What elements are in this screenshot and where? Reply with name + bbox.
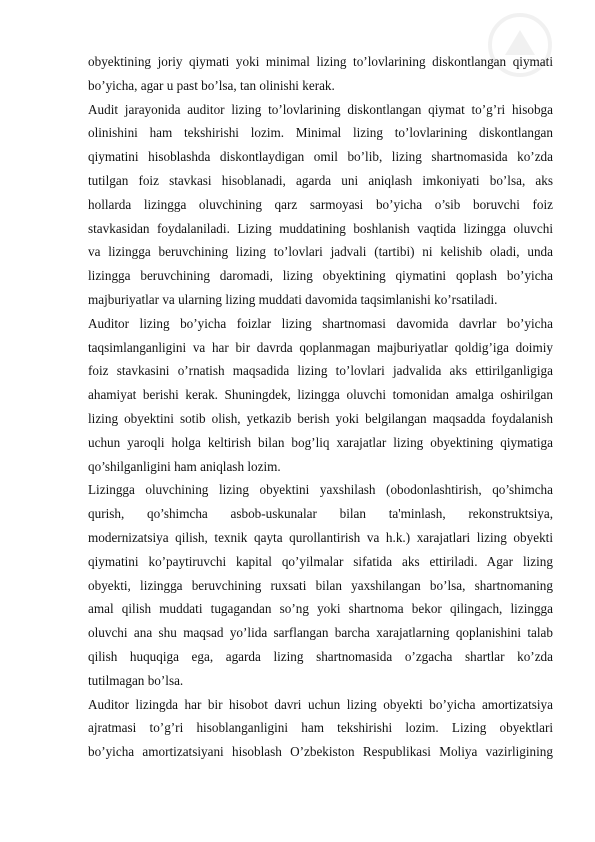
text-line: ahamiyat berishi kerak. Shuningdek, lizingga oluvchi tomonidan amalga oshirilgan bbox=[88, 387, 553, 403]
text-line: oluvchi ana shu maqsad yo’lida sarflangan barcha xarajatlarning qoplanishini talab bbox=[88, 625, 553, 641]
text-line: hollarda lizingga oluvchining qarz sarmoyasi bo’yicha o’sib boruvchi foiz bbox=[88, 196, 553, 212]
text-line: lizingga beruvchining daromadi, lizing obyektining qiymatini qoplash bo’yicha bbox=[88, 268, 553, 284]
text-line: foiz stavkasini o’rnatish maqsadida lizing to’lovlari jadvalida aks ettirilganligiga bbox=[88, 363, 553, 379]
text-line: modernizatsiya qilish, texnik qayta qurollantirish va h.k.) xarajatlari lizing obyekti bbox=[88, 529, 553, 545]
text-line: qiymatini ko’paytiruvchi kapital qo’yilmalar sifatida aks ettiriladi. Agar lizing bbox=[88, 553, 553, 569]
text-line: ajratmasi to’g’ri hisoblanganligini ham tekshirishi lozim. Lizing obyektlari bbox=[88, 720, 553, 736]
text-line: bo’yicha amortizatsiyani hisoblash O’zbekiston Respublikasi Moliya vazirligining bbox=[88, 744, 553, 760]
text-line: stavkasidan foydalaniladi. Lizing muddatining boshlanish vaqtida lizingga oluvchi bbox=[88, 220, 553, 236]
text-line: tutilmagan bo’lsa. bbox=[88, 672, 184, 688]
text-line: obyekti, lizingga beruvchining ruxsati bilan yaxshilangan bo’lsa, shartnomaning bbox=[88, 577, 553, 593]
text-line: olinishini ham tekshirishi lozim. Minimal lizing to’lovlarining diskontlangan bbox=[88, 125, 553, 141]
text-line: obyektining joriy qiymati yoki minimal lizing to’lovlarining diskontlangan qiymati bbox=[88, 54, 553, 69]
text-line: Auditor lizing bo’yicha foizlar lizing shartnomasi davomida davrlar bo’yicha bbox=[88, 315, 553, 331]
text-line: qo’shilganligini ham aniqlash lozim. bbox=[88, 458, 281, 474]
text-line: amal qilish muddati tugagandan so’ng yoki shartnoma bekor qilingach, lizingga bbox=[88, 601, 553, 617]
text-line: qurish, qo’shimcha asbob-uskunalar bilan ta'minlash, rekonstruktsiya, bbox=[88, 506, 553, 522]
text-line: uchun yaroqli holga keltirish bilan bog’liq xarajatlar lizing obyektining qiymatiga bbox=[88, 434, 553, 450]
text-line: Lizingga oluvchining lizing obyektini yaxshilash (obodonlashtirish, qo’shimcha bbox=[88, 482, 553, 498]
document-page bbox=[88, 50, 553, 764]
text-line: qilish huquqiga ega, agarda lizing shartnomasida o’zgacha shartlar ko’zda bbox=[88, 648, 553, 664]
text-line: va lizingga beruvchining lizing to’lovlari jadvali (tartibi) ni kelishib oladi, unda bbox=[88, 244, 553, 260]
text-line: tutilgan foiz stavkasi hisoblanadi, agarda uni aniqlash imkoniyati bo’lsa, aks bbox=[88, 172, 553, 188]
text-line: bo’yicha, agar u past bo’lsa, tan olinishi kerak. bbox=[88, 77, 335, 93]
text-line: taqsimlanganligini va har bir davrda qoplanmagan majburiyatlar qoldig’iga doimiy bbox=[88, 339, 553, 355]
text-line: majburiyatlar va ularning lizing muddati davomida taqsimlanishi ko’rsatiladi. bbox=[88, 291, 498, 307]
text-line: lizing obyektini sotib olish, yetkazib berish yoki belgilangan maqsadda foydalanish bbox=[88, 410, 553, 426]
text-line: qiymatini hisoblashda diskontlaydigan omil bo’lib, lizing shartnomasida ko’zda bbox=[88, 149, 553, 165]
text-line: Auditor lizingda har bir hisobot davri uchun lizing obyekti bo’yicha amortizatsiya bbox=[88, 696, 553, 712]
text-line: Audit jarayonida auditor lizing to’lovlarining diskontlangan qiymat to’g’ri hisobga bbox=[88, 101, 553, 117]
